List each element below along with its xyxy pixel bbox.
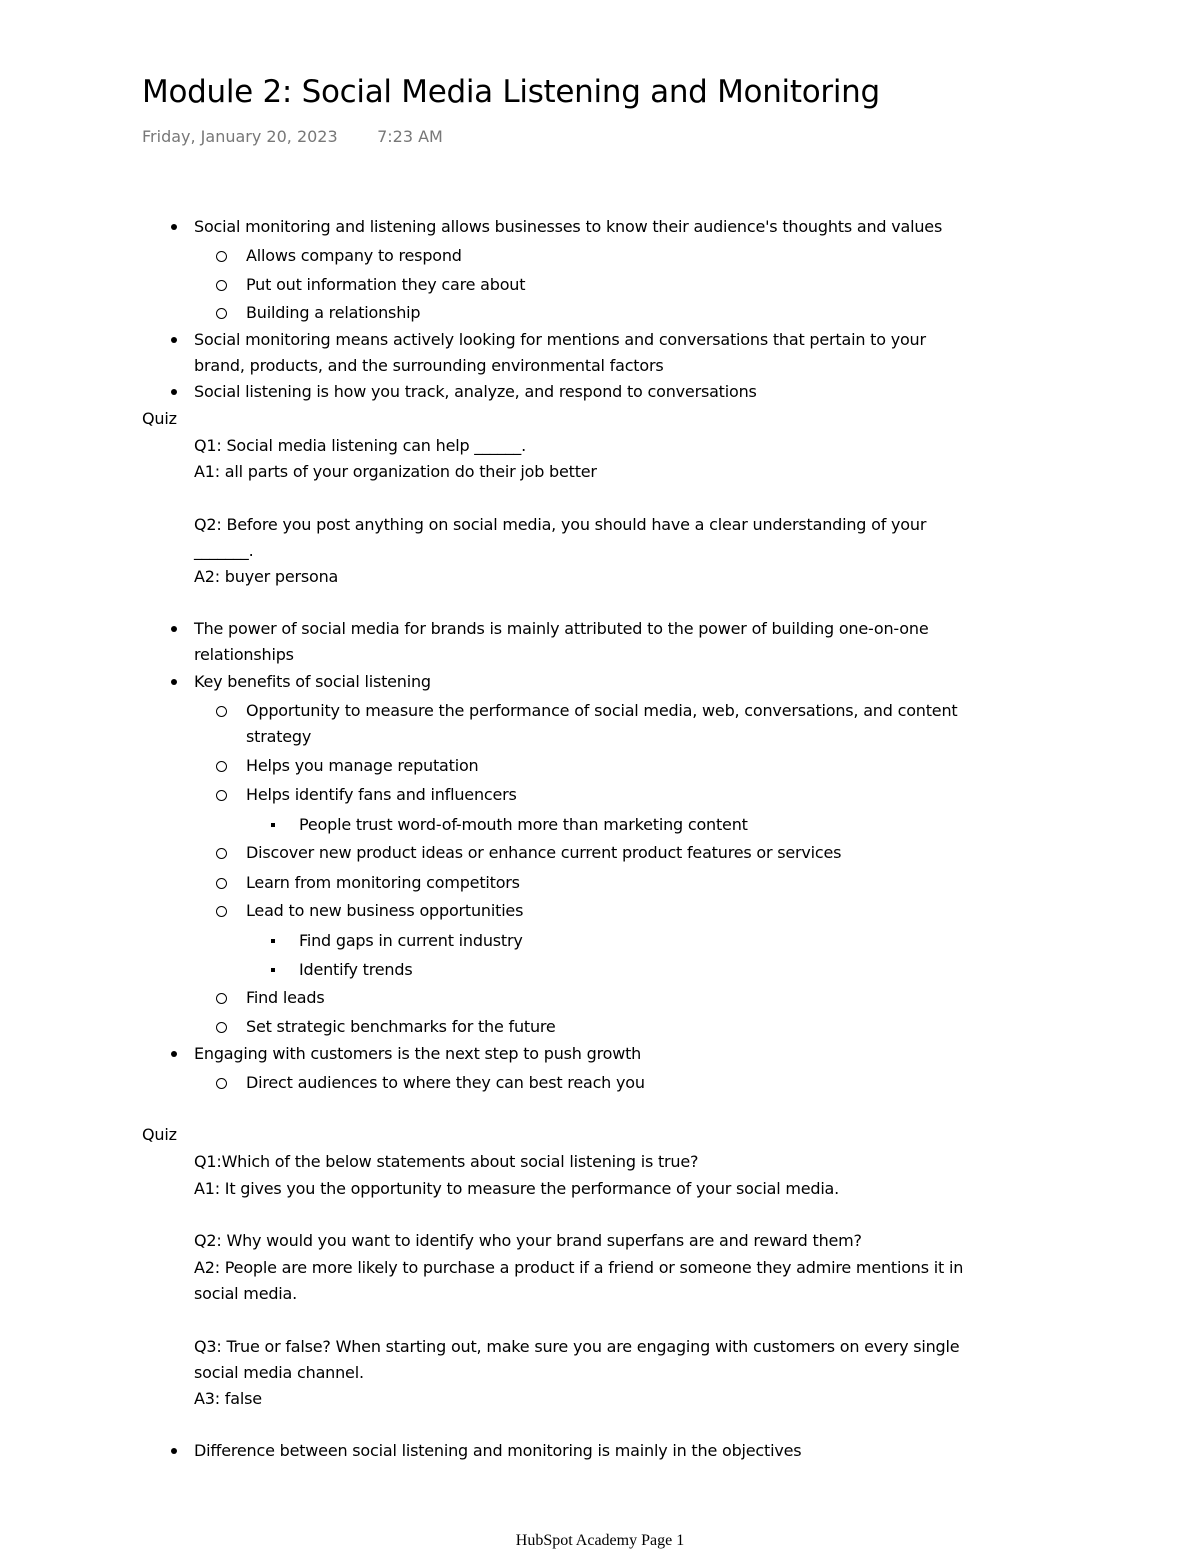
list-item: Discover new product ideas or enhance current product features or services — [246, 843, 842, 862]
quiz-line: Q1: Social media listening can help ______. — [194, 436, 526, 455]
list-item: Difference between social listening and monitoring is mainly in the objectives — [194, 1441, 802, 1460]
section-heading: Quiz — [142, 1125, 177, 1144]
list-item: Helps identify fans and influencers — [246, 785, 517, 804]
list-item: Set strategic benchmarks for the future — [246, 1017, 556, 1036]
list-item: Opportunity to measure the performance of social media, web, conversations, and content — [246, 701, 958, 720]
section-heading: Quiz — [142, 409, 177, 428]
page-title: Module 2: Social Media Listening and Monitoring — [142, 74, 880, 110]
bullet-disc-icon — [171, 224, 177, 230]
quiz-line: Q3: True or false? When starting out, make sure you are engaging with customers on every single — [194, 1337, 960, 1356]
quiz-line: Q2: Before you post anything on social media, you should have a clear understanding of your — [194, 515, 927, 534]
bullet-circle-icon — [216, 280, 227, 291]
bullet-square-icon — [271, 823, 275, 827]
page-meta — [142, 127, 443, 146]
bullet-disc-icon — [171, 1051, 177, 1057]
list-item: Lead to new business opportunities — [246, 901, 524, 920]
quiz-line: A2: buyer persona — [194, 567, 339, 586]
bullet-circle-icon — [216, 706, 227, 717]
list-item: Find leads — [246, 988, 325, 1007]
list-item: relationships — [194, 645, 294, 664]
bullet-disc-icon — [171, 679, 177, 685]
list-item: Social listening is how you track, analyze, and respond to conversations — [194, 382, 757, 401]
bullet-circle-icon — [216, 251, 227, 262]
quiz-line: A1: all parts of your organization do their job better — [194, 462, 597, 481]
bullet-circle-icon — [216, 308, 227, 319]
quiz-line: _______. — [194, 541, 254, 560]
bullet-disc-icon — [171, 389, 177, 395]
list-item: Learn from monitoring competitors — [246, 873, 520, 892]
list-item: Allows company to respond — [246, 246, 462, 265]
bullet-disc-icon — [171, 1448, 177, 1454]
quiz-line: A1: It gives you the opportunity to measure the performance of your social media. — [194, 1179, 840, 1198]
bullet-circle-icon — [216, 848, 227, 859]
bullet-circle-icon — [216, 790, 227, 801]
bullet-disc-icon — [171, 337, 177, 343]
quiz-line: A3: false — [194, 1389, 262, 1408]
bullet-circle-icon — [216, 878, 227, 889]
list-item: Identify trends — [299, 960, 413, 979]
page-footer: HubSpot Academy Page 1 — [515, 1532, 685, 1549]
list-item: Social monitoring and listening allows businesses to know their audience's thoughts and values — [194, 217, 943, 236]
bullet-square-icon — [271, 939, 275, 943]
list-item: People trust word-of-mouth more than marketing content — [299, 815, 748, 834]
bullet-circle-icon — [216, 993, 227, 1004]
bullet-disc-icon — [171, 626, 177, 632]
quiz-line: Q2: Why would you want to identify who your brand superfans are and reward them? — [194, 1231, 862, 1250]
list-item: strategy — [246, 727, 312, 746]
list-item: Key benefits of social listening — [194, 672, 431, 691]
list-item: The power of social media for brands is mainly attributed to the power of building one-on-one — [194, 619, 929, 638]
list-item: Direct audiences to where they can best reach you — [246, 1073, 645, 1092]
list-item: brand, products, and the surrounding environmental factors — [194, 356, 664, 375]
bullet-circle-icon — [216, 906, 227, 917]
quiz-line: social media channel. — [194, 1363, 364, 1382]
bullet-circle-icon — [216, 761, 227, 772]
list-item: Engaging with customers is the next step to push growth — [194, 1044, 642, 1063]
bullet-circle-icon — [216, 1078, 227, 1089]
list-item: Put out information they care about — [246, 275, 526, 294]
page-time: 7:23 AM — [377, 127, 443, 146]
bullet-circle-icon — [216, 1022, 227, 1033]
list-item: Social monitoring means actively looking for mentions and conversations that pertain to your — [194, 330, 926, 349]
quiz-line: A2: People are more likely to purchase a product if a friend or someone they admire mentions it in — [194, 1258, 964, 1277]
list-item: Building a relationship — [246, 303, 421, 322]
quiz-line: social media. — [194, 1284, 298, 1303]
list-item: Helps you manage reputation — [246, 756, 479, 775]
list-item: Find gaps in current industry — [299, 931, 523, 950]
bullet-square-icon — [271, 968, 275, 972]
quiz-line: Q1:Which of the below statements about social listening is true? — [194, 1152, 699, 1171]
page-date: Friday, January 20, 2023 — [142, 127, 338, 146]
